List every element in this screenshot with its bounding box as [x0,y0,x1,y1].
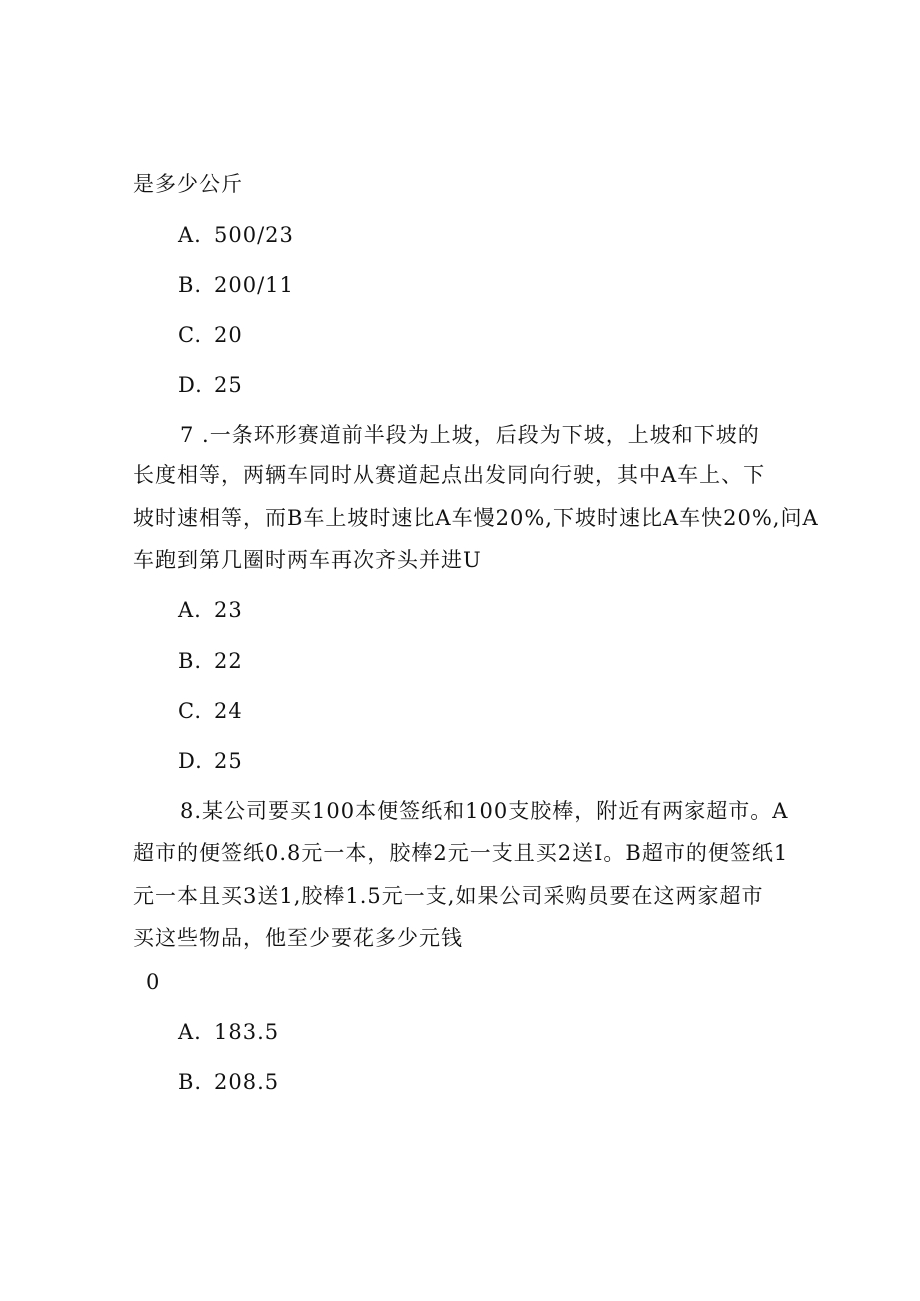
option-text: 23 [214,598,243,622]
q7-stem-line-2: 长度相等，两辆车同时从赛道起点出发同向行驶，其中A车上、下 [133,463,766,487]
option-letter: B. [178,649,203,673]
option-text: 500/23 [214,223,294,247]
option-text: 20 [214,323,243,347]
q7-option-a [178,597,243,623]
q7-option-b [178,648,243,674]
q8-stem-line-3: 元一本且买3送1,胶棒1.5元一支,如果公司采购员要在这两家超市 [133,884,764,908]
option-text: 24 [214,699,243,723]
q6-option-a [178,222,294,248]
q7-option-c [178,698,243,724]
q8-option-b [178,1069,279,1095]
option-text: 183.5 [214,1020,280,1044]
q8-stray-text: 0 [146,970,161,994]
q6-option-d [178,372,243,398]
option-letter: C. [178,323,202,347]
option-letter: D. [178,373,203,397]
q7-stem-line-3: 坡时速相等，而B车上坡时速比A车慢20%,下坡时速比A车快20%,问A [133,506,819,530]
option-text: 22 [214,649,243,673]
q7-stem-line-1: 7 .一条环形赛道前半段为上坡，后段为下坡，上坡和下坡的 [180,423,760,447]
option-text: 25 [214,373,243,397]
q8-stem-line-1: 8.某公司要买100本便签纸和100支胶棒，附近有两家超市。A [180,799,789,823]
q6-option-c [178,322,243,348]
option-text: 208.5 [214,1070,280,1094]
q6-option-b [178,272,294,298]
q8-stem-line-2: 超市的便签纸0.8元一本，胶棒2元一支且买2送I。B超市的便签纸1 [133,841,789,865]
option-text: 200/11 [214,273,294,297]
q8-option-a [178,1019,279,1045]
option-letter: C. [178,699,202,723]
option-text: 25 [214,749,243,773]
option-letter: A. [178,223,202,247]
option-letter: A. [178,1020,202,1044]
q7-stem-line-4: 车跑到第几圈时两车再次齐头并进U [133,548,482,572]
option-letter: A. [178,598,202,622]
q8-stem-line-4: 买这些物品，他至少要花多少元钱 [133,926,463,950]
q6-stem-tail: 是多少公斤 [133,172,243,196]
option-letter: B. [178,1070,203,1094]
option-letter: B. [178,273,203,297]
q7-option-d [178,748,243,774]
option-letter: D. [178,749,203,773]
